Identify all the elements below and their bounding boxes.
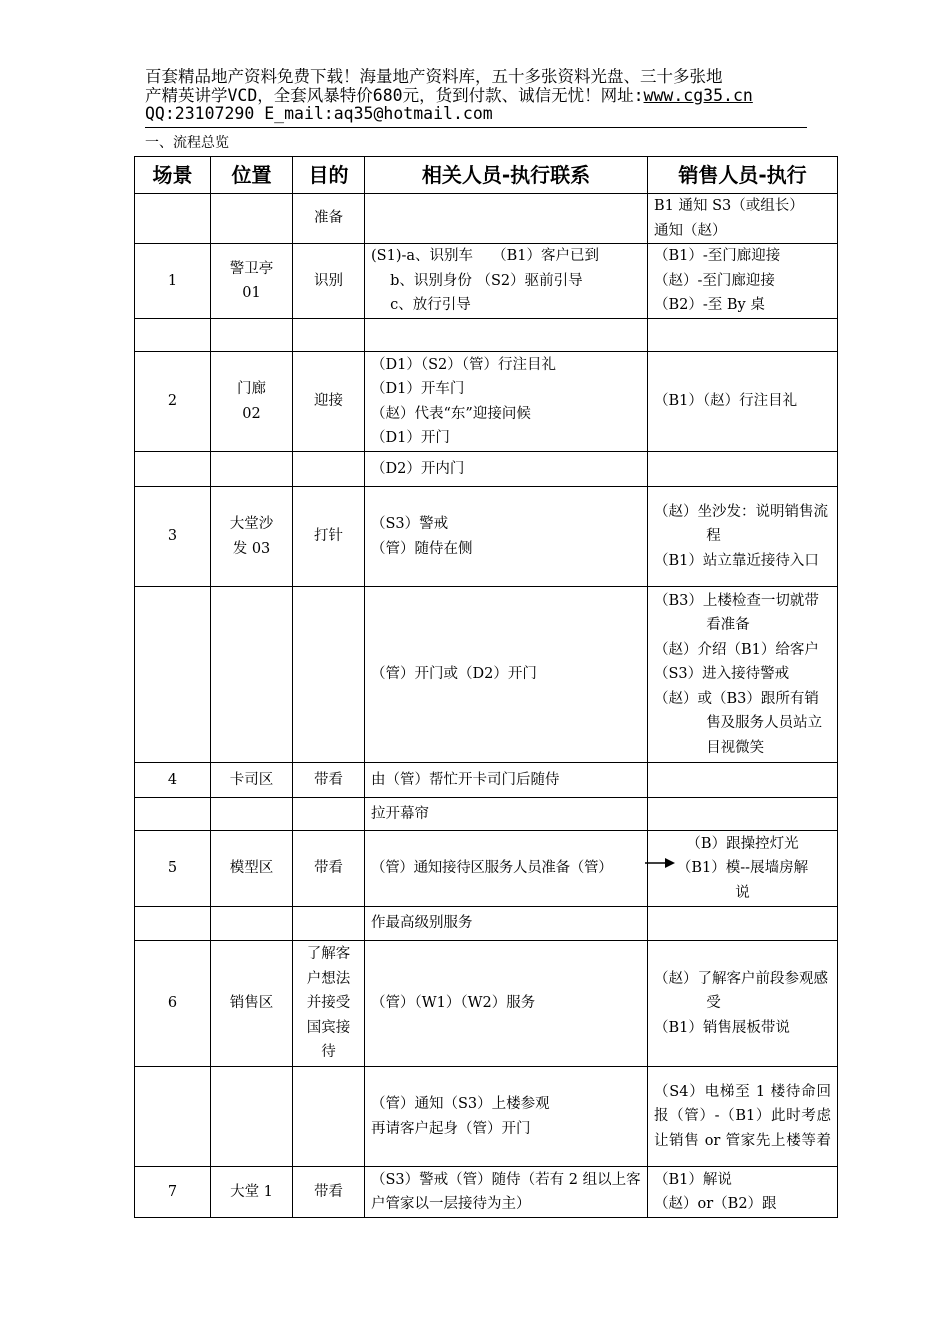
cell-sales	[648, 941, 838, 1067]
table-row	[135, 487, 838, 587]
section-title: 一、流程总览	[145, 135, 229, 151]
purpose-text: 带看	[314, 1183, 343, 1200]
related-text: （管）通知接待区服务人员准备（管）	[371, 860, 613, 877]
table-row	[135, 798, 838, 831]
header-related-staff: 相关人员-执行联系	[365, 157, 648, 194]
table-row	[135, 194, 838, 244]
related-text: （管）开门或（D2）开门	[371, 666, 537, 683]
related-text: (S1)-a、识别车 （B1）客户已到	[371, 248, 600, 265]
cell-scene: 2	[135, 352, 211, 452]
header-sales-staff: 销售人员-执行	[648, 157, 838, 194]
cell-related	[365, 587, 648, 763]
cell-location	[211, 319, 293, 352]
cell-scene	[135, 587, 211, 763]
related-text: b、识别身份 （S2）驱前引导	[371, 272, 583, 289]
purpose-text: 并接受	[306, 995, 351, 1012]
cell-scene: 1	[135, 244, 211, 319]
header-line-1: 百套精品地产资料免费下载！海量地产资料库，五十多张资料光盘、三十多张地	[145, 68, 723, 86]
related-text: （D1）开车门	[371, 381, 465, 397]
cell-sales	[648, 798, 838, 831]
cell-location	[211, 831, 293, 907]
sales-text: （B3）上楼检查一切就带看准备	[654, 592, 819, 634]
sales-text: 通知（赵）	[654, 222, 727, 239]
table-row	[135, 763, 838, 798]
cell-sales	[648, 452, 838, 487]
cell-scene	[135, 907, 211, 941]
related-text: c、放行引导	[371, 297, 471, 314]
cell-scene: 6	[135, 941, 211, 1067]
table-row	[135, 907, 838, 941]
sales-text: （S4）电梯至 1 楼待命回报（管）-（B1）此时考虑让销售 or 管家先上楼等着	[654, 1083, 831, 1149]
cell-sales	[648, 487, 838, 587]
related-text: 拉开幕帘	[371, 805, 429, 822]
arrow-right-icon	[645, 856, 675, 870]
cell-scene	[135, 319, 211, 352]
cell-location	[211, 194, 293, 244]
table-row	[135, 831, 838, 907]
sales-text: （B1）（赵）行注目礼	[654, 393, 798, 410]
cell-purpose	[293, 452, 365, 487]
cell-purpose	[293, 798, 365, 831]
cell-purpose	[293, 831, 365, 907]
table-row	[135, 452, 838, 487]
cell-sales	[648, 194, 838, 244]
sales-text: （赵）坐沙发：说明销售流程	[654, 503, 828, 545]
header-line-2-text: 产精英讲学VCD，全套风暴特价680元，货到付款、诚信无忧！网址:	[145, 86, 644, 105]
cell-purpose	[293, 1167, 365, 1218]
cell-purpose	[293, 487, 365, 587]
cell-location	[211, 352, 293, 452]
cell-scene	[135, 194, 211, 244]
purpose-text: 户想法	[306, 970, 351, 987]
location-text: 发 03	[232, 540, 271, 557]
cell-related	[365, 907, 648, 941]
cell-location	[211, 587, 293, 763]
flow-table	[134, 156, 838, 1218]
table-row	[135, 1067, 838, 1167]
purpose-text: 待	[321, 1044, 336, 1061]
header-scene: 场景	[135, 157, 211, 194]
purpose-text: 迎接	[314, 393, 343, 410]
sales-text: （赵）or（B2）跟	[654, 1196, 777, 1212]
cell-location	[211, 1067, 293, 1167]
related-text: 由（管）帮忙开卡司门后随侍	[371, 771, 560, 788]
related-text: 作最高级别服务	[371, 915, 473, 932]
cell-related	[365, 941, 648, 1067]
table-row	[135, 941, 838, 1067]
table-row	[135, 587, 838, 763]
sales-text: （赵）或（B3）跟所有销售及服务人员站立目视微笑	[654, 690, 823, 756]
location-text: 01	[242, 285, 261, 301]
cell-location	[211, 1167, 293, 1218]
cell-location	[211, 487, 293, 587]
location-text: 卡司区	[229, 771, 274, 788]
page-header	[145, 68, 807, 124]
location-text: 警卫亭	[229, 260, 274, 277]
cell-sales	[648, 352, 838, 452]
location-text: 大堂 1	[230, 1183, 273, 1200]
cell-purpose	[293, 244, 365, 319]
cell-purpose	[293, 587, 365, 763]
cell-location	[211, 244, 293, 319]
header-divider	[145, 127, 807, 128]
related-text: （管）随侍在侧	[371, 540, 473, 557]
cell-scene	[135, 452, 211, 487]
cell-location	[211, 763, 293, 798]
cell-purpose	[293, 319, 365, 352]
sales-text: （B2）-至 By 桌	[654, 297, 765, 314]
cell-sales	[648, 831, 838, 907]
cell-related	[365, 194, 648, 244]
table-row	[135, 1167, 838, 1218]
purpose-text: 打针	[314, 528, 343, 545]
purpose-text: 国宾接	[306, 1019, 351, 1036]
cell-related	[365, 452, 648, 487]
table-header-row	[135, 157, 838, 194]
cell-scene: 3	[135, 487, 211, 587]
cell-related	[365, 487, 648, 587]
cell-related	[365, 244, 648, 319]
cell-related	[365, 319, 648, 352]
cell-purpose	[293, 194, 365, 244]
cell-related	[365, 831, 648, 907]
sales-text: （S3）进入接待警戒	[654, 666, 790, 683]
location-text: 02	[242, 405, 261, 422]
related-text: （管）（W1）（W2）服务	[371, 995, 536, 1012]
header-location: 位置	[211, 157, 293, 194]
sales-text: B1 通知 S3（或组长）	[654, 198, 804, 214]
cell-sales	[648, 907, 838, 941]
related-text: （S3）警戒	[371, 516, 449, 532]
related-text: （D2）开内门	[371, 460, 465, 477]
sales-text: （赵）-至门廊迎接	[654, 272, 775, 289]
table-row	[135, 244, 838, 319]
cell-related	[365, 1067, 648, 1167]
sales-text: （赵）介绍（B1）给客户	[654, 641, 819, 658]
location-text: 门廊	[237, 381, 266, 397]
cell-purpose	[293, 1067, 365, 1167]
related-text: （赵）代表“东”迎接问候	[371, 405, 531, 422]
cell-sales	[648, 1067, 838, 1167]
sales-text: （B1）-至门廊迎接	[654, 248, 781, 265]
purpose-text: 了解客	[306, 946, 351, 963]
location-text: 大堂沙	[229, 516, 274, 532]
purpose-text: 带看	[314, 860, 343, 877]
cell-location	[211, 941, 293, 1067]
sales-text: （B）跟操控灯光	[686, 835, 799, 852]
related-text: （管）通知（S3）上楼参观	[371, 1096, 550, 1112]
sales-text: （B1）模--展墙房解	[676, 860, 809, 877]
cell-scene	[135, 1067, 211, 1167]
sales-text: （B1）销售展板带说	[654, 1019, 790, 1036]
sales-text: （B1）站立靠近接待入口	[654, 552, 819, 569]
purpose-text: 带看	[314, 771, 343, 788]
purpose-text: 识别	[314, 272, 343, 289]
sales-text: （B1）解说	[654, 1171, 732, 1188]
cell-location	[211, 907, 293, 941]
header-line-3: QQ:23107290 E_mail:aq35@hotmail.com	[145, 105, 493, 123]
location-text: 模型区	[229, 860, 274, 877]
cell-scene: 4	[135, 763, 211, 798]
cell-related	[365, 763, 648, 798]
cell-related	[365, 798, 648, 831]
cell-sales	[648, 763, 838, 798]
related-text: （S3）警戒（管）随侍（若有 2 组以上客户管家以一层接待为主）	[371, 1171, 641, 1212]
cell-sales	[648, 319, 838, 352]
cell-purpose	[293, 907, 365, 941]
sales-text: （赵）了解客户前段参观感受	[654, 970, 828, 1012]
cell-scene: 5	[135, 831, 211, 907]
cell-sales	[648, 587, 838, 763]
header-purpose: 目的	[293, 157, 365, 194]
cell-sales	[648, 1167, 838, 1218]
cell-sales	[648, 244, 838, 319]
related-text: 再请客户起身（管）开门	[371, 1120, 531, 1137]
cell-location	[211, 798, 293, 831]
cell-related	[365, 1167, 648, 1218]
related-text: （D1）开门	[371, 430, 450, 446]
cell-scene	[135, 798, 211, 831]
cell-related	[365, 352, 648, 452]
cell-location	[211, 452, 293, 487]
header-line-2	[145, 87, 807, 106]
location-text: 销售区	[229, 995, 274, 1012]
cell-purpose	[293, 941, 365, 1067]
cell-purpose	[293, 352, 365, 452]
sales-text: 说	[735, 884, 750, 901]
website-link[interactable]: www.cg35.cn	[643, 86, 753, 105]
table-row	[135, 352, 838, 452]
purpose-text: 准备	[314, 210, 343, 227]
table-row	[135, 319, 838, 352]
related-text: （D1）（S2）（管）行注目礼	[371, 356, 557, 373]
cell-scene: 7	[135, 1167, 211, 1218]
cell-purpose	[293, 763, 365, 798]
